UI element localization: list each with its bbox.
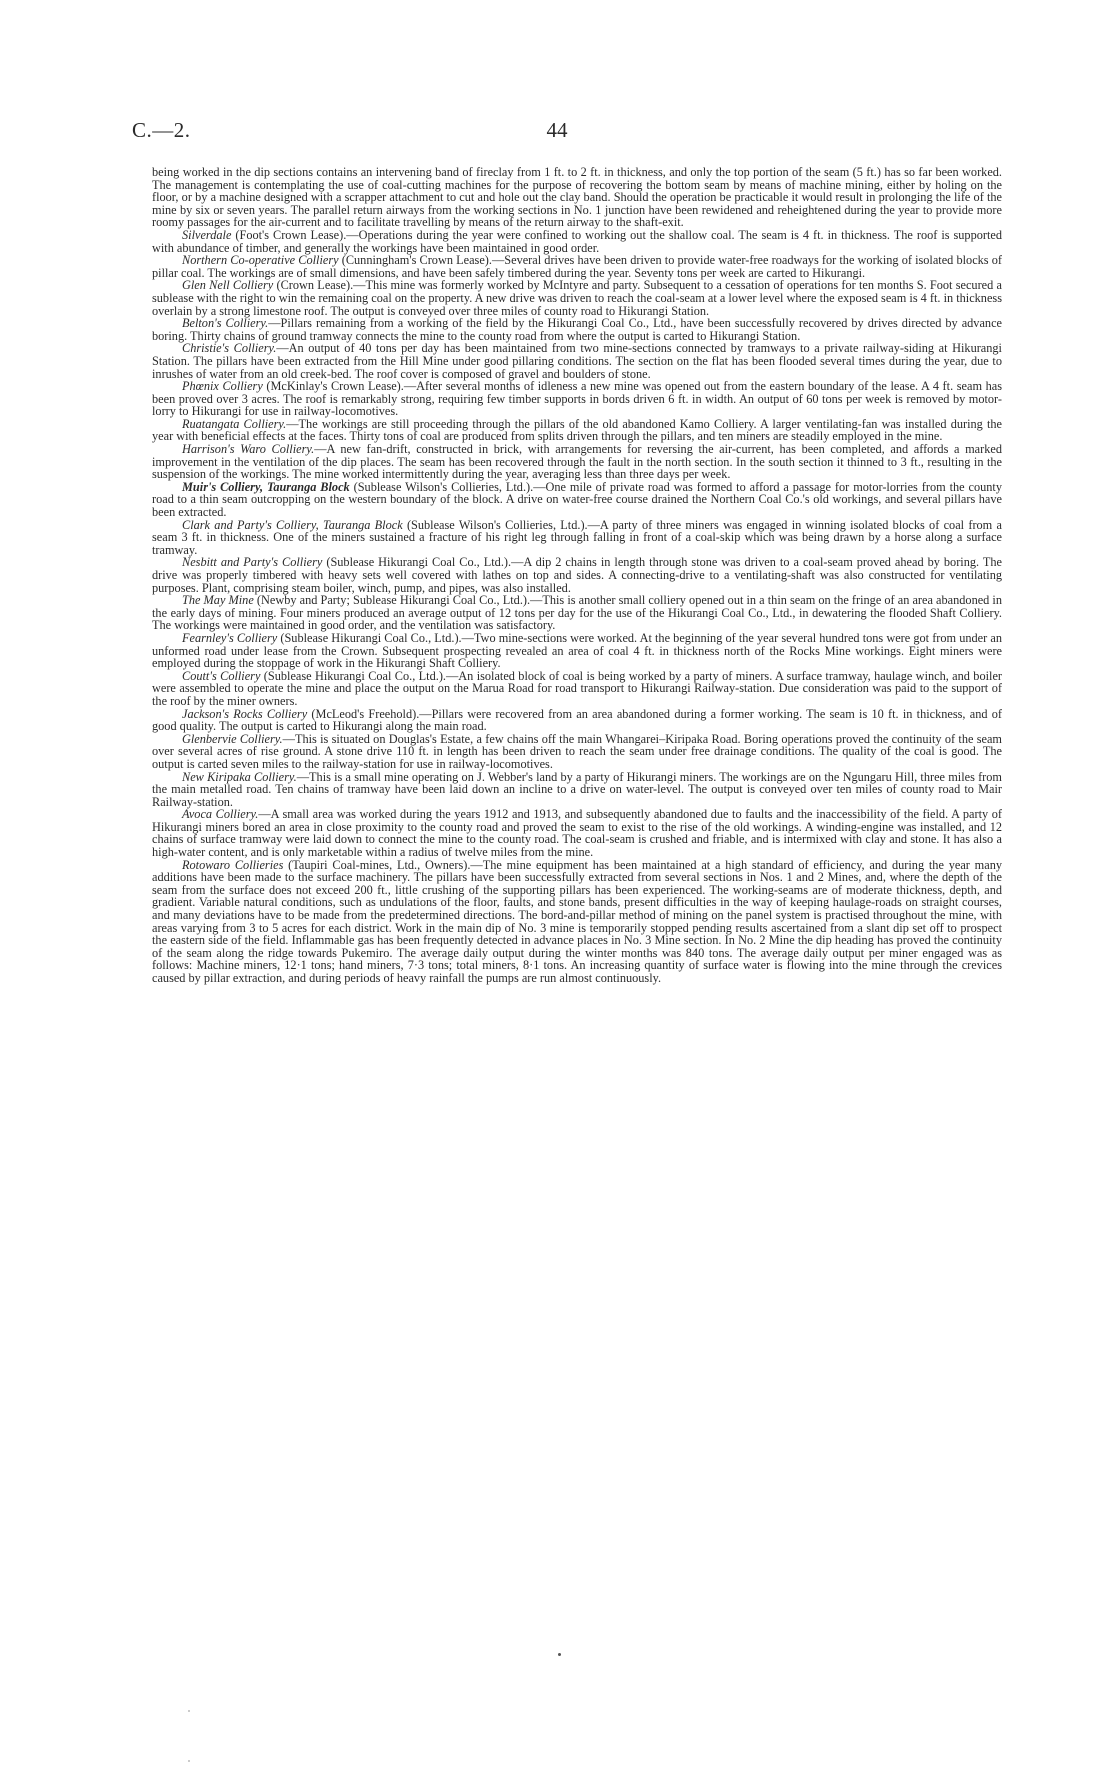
document-reference: C.—2. — [132, 118, 191, 142]
colliery-name: Glen Nell Colliery — [182, 278, 274, 293]
colliery-name: Jackson's Rocks Colliery — [182, 706, 308, 721]
paragraph-ruatangata: Ruatangata Colliery.—The workings are still proceeding through the pillars of the old abandoned Kamo Colliery. A larger ventilating-fan was installed during the year with beneficial effects at the faces. Thirty tons of coal are produced from splits driven through the pillars, and ten miners are steadily employed in the mine. — [152, 416, 1003, 444]
colliery-name: Clark and Party's Colliery, Tauranga Block — [182, 517, 403, 532]
colliery-name: Harrison's Waro Colliery. — [182, 442, 315, 457]
paragraph-rotowaro: Rotowaro Collieries (Taupiri Coal-mines, Ltd., Owners).—The mine equipment has been maintained at a high standard of efficiency, and during the year many additions have been made to the surface machinery. The pillars have been successfully extracted from several sections in Nos. 1 and 2 Mines, and, where the depth of the seam from the surface does not exceed 200 ft., little crushing of the supporting pillars has been experienced. The working-seams are of moderate thickness, depth, and gradient. Variable natural conditions, such as undulations of the floor, faults, and stone bands, present difficulties in the way of keeping haulage-roads on straight courses, and many deviations have to be made from the predetermined directions. The bord-and-pillar method of mining on the panel system is practised throughout the mine, with areas varying from 3 to 5 acres for each district. Work in the main dip of No. 3 mine is temporarily stopped pending results ascertained from a slant dip set off to prospect the eastern side of the field. Inflammable gas has been frequently detected in advance places in No. 3 Mine section. In No. 2 Mine the dip heading has proved the continuity of the seam along the ridge towards Pukemiro. The average daily output during the winter months was 840 tons. The average daily output per miner engaged was as follows: Machine miners, 12·1 tons; hand miners, 7·3 tons; total miners, 8·1 tons. An increasing quantity of surface water is flowing into the mine through the crevices caused by pillar extraction, and during periods of heavy rainfall the pumps are run almost continuously. — [152, 857, 1002, 985]
colliery-name: Nesbitt and Party's Colliery — [182, 555, 323, 570]
colliery-name: New Kiripaka Colliery. — [182, 769, 297, 784]
colliery-name: Silverdale — [182, 227, 232, 242]
paragraph-northern-co-operative: Northern Co-operative Colliery (Cunningham's Crown Lease).—Several drives have been driven to provide water-free roadways for the working of isolated blocks of pillar coal. The workings are of small dimensions, and have been safely timbered during the year. Seventy tons per week are carted to Hikurangi. — [152, 253, 1002, 280]
colliery-name: Northern Co-operative Colliery — [182, 253, 339, 268]
colliery-name: Glenbervie Colliery. — [182, 731, 283, 746]
colliery-name: Ruatangata Colliery. — [182, 416, 287, 431]
stray-print-mark — [188, 1760, 190, 1762]
page-number: 44 — [546, 118, 568, 142]
paragraph-avoca: Avoca Colliery.—A small area was worked during the years 1912 and 1913, and subsequently abandoned due to faults and the inaccessibility of the field. A party of Hikurangi miners bored an area in close proximity to the county road and proved the seam to exist to the rise of the old workings. A winding-engine was installed, and 12 chains of surface tramway were laid down to connect the mine to the county road. The coal-seam is crushed and friable, and is intermixed with clay and stone. It has also a high-water content, and is only marketable within a radius of twelve miles from the mine. — [152, 807, 1002, 860]
paragraph-fearnley: Fearnley's Colliery (Sublease Hikurangi Coal Co., Ltd.).—Two mine-sections were worked. At the beginning of the year several hundred tons were got from under an unformed road under lease from the Crown. Subsequent prospecting revealed an area of coal 4 ft. in thickness north of the Rocks Mine workings. Eight miners were employed during the stoppage of work in the Hikurangi Shaft Colliery. — [152, 630, 1002, 671]
page-header — [130, 118, 984, 148]
paragraph-clark: Clark and Party's Colliery, Tauranga Block (Sublease Wilson's Collieries, Ltd.).—A party of three miners was engaged in winning isolated blocks of coal from a seam 3 ft. in thickness. One of the miners sustained a fracture of his right leg through falling in front of a coal-skip which was being drawn by a horse along a surface tramway. — [152, 517, 1002, 557]
paragraph-belton: Belton's Colliery.—Pillars remaining from a working of the field by the Hikurangi Coal Co., Ltd., have been successfully recovered by drives directed by advance boring. Thirty chains of ground tramway connects the mine to the county road from where the output is carted to Hikurangi Station. — [152, 316, 1002, 343]
paragraph-phoenix: Phœnix Colliery (McKinlay's Crown Lease).—After several months of idleness a new mine was opened out from the eastern boundary of the lease. A 4 ft. seam has been proved over 3 acres. The roof is remarkably strong, requiring few timber supports in bords driven 6 ft. in width. An output of 60 tons per week is removed by motor-lorry to Hikurangi for use in railway-locomotives. — [152, 379, 1002, 419]
paragraph-harrison-waro: Harrison's Waro Colliery.—A new fan-drift, constructed in brick, with arrangements for reversing the air-current, has been completed, and affords a marked improvement in the ventilation of the dip places. The seam has been recovered through the fault in the north section. In the south section it thinned to 3 ft., resulting in the suspension of the workings. The mine worked intermittently during the year, averaging less than three days per week. — [152, 442, 1002, 482]
paragraph-coutt: Coutt's Colliery (Sublease Hikurangi Coal Co., Ltd.).—An isolated block of coal is being worked by a party of miners. A surface tramway, haulage winch, and boiler were assembled to operate the mine and place the output on the Marua Road for road transport to Hikurangi Railway-station. Due consideration was paid to the support of the roof by the miner owners. — [152, 668, 1002, 708]
report-body — [152, 166, 1002, 985]
paragraph-nesbitt: Nesbitt and Party's Colliery (Sublease Hikurangi Coal Co., Ltd.).—A dip 2 chains in length through stone was driven to a coal-seam proved ahead by boring. The drive was properly timbered with heavy sets well covered with lathes on top and sides. A connecting-drive to a ventilating-shaft was also constructed for ventilating purposes. Plant, comprising steam boiler, winch, pump, and pipes, was also installed. — [152, 555, 1002, 595]
colliery-name: Christie's Colliery. — [182, 341, 277, 356]
paragraph-jackson-rocks: Jackson's Rocks Colliery (McLeod's Freehold).—Pillars were recovered from an area abandoned during a former working. The seam is 10 ft. in thickness, and of good quality. The output is carted to Hikurangi along the main road. — [152, 706, 1002, 734]
paragraph-may-mine: The May Mine (Newby and Party; Sublease Hikurangi Coal Co., Ltd.).—This is another small colliery opened out in a thin seam on the fringe of an area abandoned in the early days of mining. Four miners produced an average output of 12 tons per day for the use of the Hikurangi Coal Co., Ltd., in dewatering the flooded Shaft Colliery. The workings were maintained in good order, and the ventilation was satisfactory. — [152, 593, 1002, 633]
colliery-name: Muir's Colliery, Tauranga Block — [182, 479, 350, 494]
colliery-name: Belton's Colliery. — [182, 316, 269, 331]
paragraph-glenbervie: Glenbervie Colliery.—This is situated on Douglas's Estate, a few chains off the main Whangarei–Kiripaka Road. Boring operations proved the continuity of the seam over several acres of rise ground. A stone drive 110 ft. in length has been driven to reach the seam under free drainage conditions. The quality of the coal is good. The output is carted seven miles to the railway-station for use in railway-locomotives. — [152, 731, 1003, 771]
stray-print-mark — [558, 1653, 561, 1656]
paragraph-continued: being worked in the dip sections contains an intervening band of fireclay from 1 ft. to 2 ft. in thickness, and only the top portion of the seam (5 ft.) has so far been worked. The management is contemplating the use of coal-cutting machines for the purpose of recovering the bottom seam by means of machine mining, either by holing on the floor, or by a machine designed with a scrapper attachment to cut and hole out the clay band. Should the operation be practicable it would result in prolonging the life of the mine by six or seven years. The parallel return airways from the working sections in No. 1 junction have been rewidened and reheightened during the year to provide more roomy passages for the air-current and to facilitate travelling by means of the return airway to the shaft-exit. — [152, 165, 1002, 230]
colliery-name: Rotowaro Collieries — [182, 857, 284, 872]
colliery-name: Coutt's Colliery — [182, 668, 261, 683]
colliery-name: Phœnix Colliery — [182, 379, 263, 394]
paragraph-christie: Christie's Colliery.—An output of 40 tons per day has been maintained from two mine-sections connected by tramways to a private railway-siding at Hikurangi Station. The pillars have been extracted from the Hill Mine under good pillaring conditions. The section on the flat has been flooded several times during the year, due to inrushes of water from an old creek-bed. The roof cover is composed of gravel and boulders of stone. — [152, 341, 1002, 381]
paragraph-muir: Muir's Colliery, Tauranga Block (Sublease Wilson's Collieries, Ltd.).—One mile of private road was formed to afford a passage for motor-lorries from the county road to a thin seam outcropping on the western boundary of the block. A drive on water-free course drained the Northern Coal Co.'s old workings, and several pillars have been extracted. — [152, 479, 1002, 520]
colliery-name: Fearnley's Colliery — [182, 630, 278, 645]
paragraph-silverdale: Silverdale (Foot's Crown Lease).—Operations during the year were confined to working out the shallow coal. The seam is 4 ft. in thickness. The roof is supported with abundance of timber, and generally the workings have been maintained in good order. — [152, 227, 1002, 255]
paragraph-glen-nell: Glen Nell Colliery (Crown Lease).—This mine was formerly worked by McIntyre and party. Subsequent to a cessation of operations for ten months S. Foot secured a sublease with the right to win the remaining coal on the property. A new drive was driven to reach the coal-seam at a lower level where the exposed seam is 4 ft. in thickness overlain by a strong limestone roof. The output is conveyed over three miles of county road to Hikurangi Station. — [152, 278, 1002, 318]
colliery-name: Avoca Colliery. — [182, 807, 259, 822]
paragraph-new-kiripaka: New Kiripaka Colliery.—This is a small mine operating on J. Webber's land by a party of Hikurangi miners. The workings are on the Ngungaru Hill, three miles from the main metalled road. Ten chains of tramway have been laid down an incline to a drive on water-level. The output is conveyed over ten miles of county road to Mair Railway-station. — [152, 769, 1002, 809]
colliery-name: The May Mine — [182, 593, 254, 608]
stray-print-mark — [188, 1710, 190, 1712]
